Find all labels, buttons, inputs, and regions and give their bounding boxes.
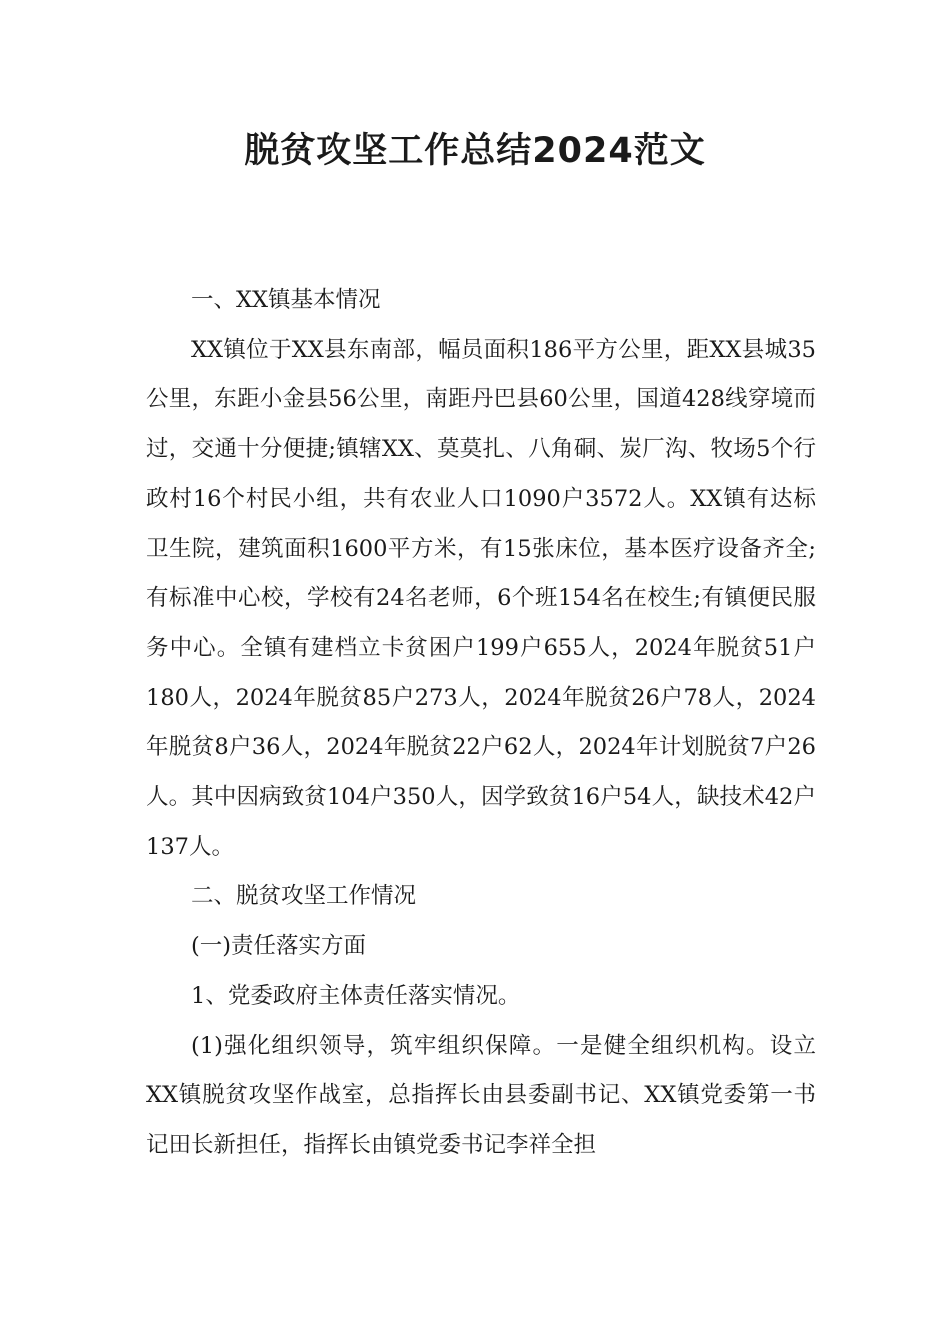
paragraph-town-overview: XX镇位于XX县东南部，幅员面积186平方公里，距XX县城35公里，东距小金县56公里，南距丹巴县60公里，国道428线穿境而过，交通十分便捷;镇辖XX、莫莫扎、八角硐、炭厂沟、牧场5个行政村16个村民小组，共有农业人口1090户3572人。XX镇有达标卫生院，建筑面积1600平方米，有15张床位，基本医疗设备齐全;有标准中心校，学校有24名老师，6个班154名在校生;有镇便民服务中心。全镇有建档立卡贫困户199户655人，2024年脱贫51户180人，2024年脱贫85户273人，2024年脱贫26户78人，2024年脱贫8户36人，2024年脱贫22户62人，2024年计划脱贫7户26人。其中因病致贫104户350人，因学致贫16户54人，缺技术42户137人。 [146, 336, 816, 860]
subsection-heading-responsibility: (一)责任落实方面 [191, 933, 367, 960]
item-heading-party-responsibility: 1、党委政府主体责任落实情况。 [191, 982, 521, 1009]
section-heading-work-status: 二、脱贫攻坚工作情况 [191, 883, 417, 910]
section-heading-basic-info: 一、XX镇基本情况 [191, 287, 381, 313]
paragraph-organization-leadership: (1)强化组织领导，筑牢组织保障。一是健全组织机构。设立XX镇脱贫攻坚作战室，总指挥长由县委副书记、XX镇党委第一书记田长新担任，指挥长由镇党委书记李祥全担 [146, 1032, 816, 1158]
document-body [146, 276, 816, 1171]
document-title: 脱贫攻坚工作总结2024范文 [244, 131, 706, 171]
